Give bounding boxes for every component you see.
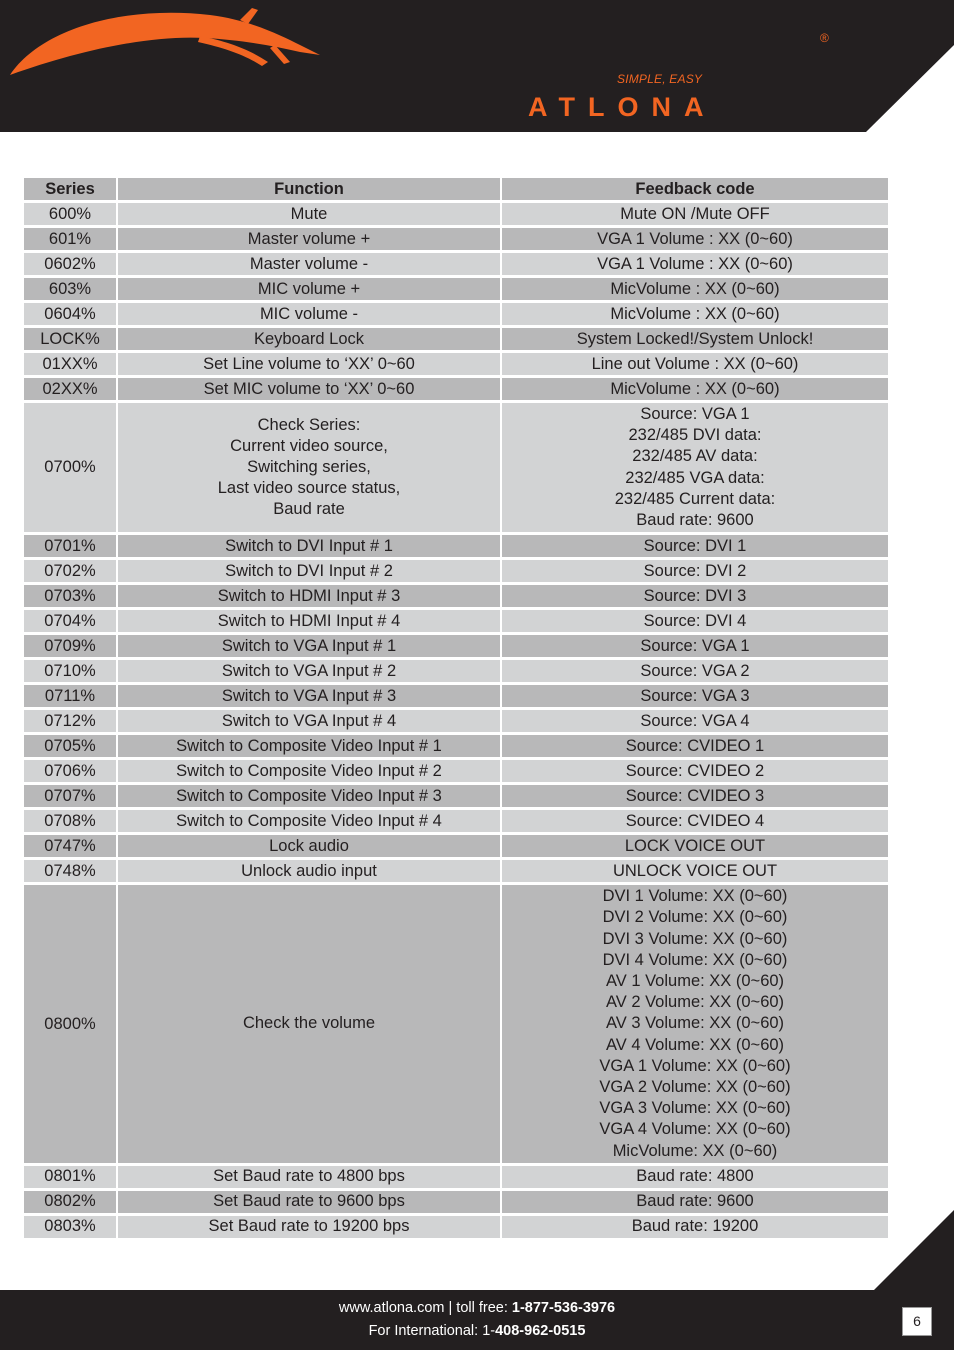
feedback-line: Baud rate: 9600	[636, 511, 754, 530]
feedback-cell	[502, 860, 888, 882]
feedback-cell	[502, 378, 888, 400]
table-row	[24, 885, 888, 1163]
series-cell: 0711%	[24, 685, 116, 707]
function-cell	[118, 860, 500, 882]
function-cell	[118, 660, 500, 682]
feedback-line: Source: VGA 3	[640, 686, 750, 705]
table-body	[24, 203, 888, 1238]
function-cell	[118, 378, 500, 400]
series-cell: 0707%	[24, 785, 116, 807]
series-cell: 0701%	[24, 535, 116, 557]
series-cell: 0748%	[24, 860, 116, 882]
feedback-line: MicVolume : XX (0~60)	[610, 279, 780, 298]
series-cell: 01XX%	[24, 353, 116, 375]
function-cell	[118, 810, 500, 832]
feedback-cell	[502, 710, 888, 732]
footer-site: www.atlona.com	[338, 1300, 445, 1316]
feedback-cell	[502, 403, 888, 532]
feedback-line: 232/485 VGA data:	[625, 468, 765, 487]
footer-intl-label: For International: 1-	[368, 1323, 496, 1339]
table-row	[24, 860, 888, 882]
registered-mark: ®	[820, 31, 829, 45]
feedback-line: Source: DVI 1	[643, 536, 747, 555]
series-cell: 0706%	[24, 760, 116, 782]
feedback-cell	[502, 353, 888, 375]
function-cell	[118, 278, 500, 300]
feedback-line: Line out Volume : XX (0~60)	[591, 354, 799, 373]
feedback-cell	[502, 610, 888, 632]
series-cell: 600%	[24, 203, 116, 225]
table-row	[24, 353, 888, 375]
function-cell	[118, 635, 500, 657]
function-cell	[118, 1166, 500, 1188]
function-line: Switching series,	[247, 458, 371, 476]
feedback-line: DVI 3 Volume: XX (0~60)	[602, 929, 788, 948]
feedback-line: AV 1 Volume: XX (0~60)	[605, 972, 785, 991]
feedback-line: AV 2 Volume: XX (0~60)	[605, 993, 785, 1012]
feedback-line: MicVolume : XX (0~60)	[610, 379, 780, 398]
function-line: Set Baud rate to 19200 bps	[208, 1217, 410, 1236]
feedback-line: Source: DVI 3	[643, 586, 747, 605]
table-row	[24, 535, 888, 557]
table-row	[24, 203, 888, 225]
footer-corner-accent	[790, 1210, 954, 1292]
function-cell	[118, 1191, 500, 1213]
function-cell	[118, 610, 500, 632]
feedback-line: Source: CVIDEO 3	[625, 786, 765, 805]
table-row	[24, 303, 888, 325]
page-header	[0, 0, 954, 132]
feedback-cell	[502, 785, 888, 807]
table-row	[24, 378, 888, 400]
feedback-cell	[502, 203, 888, 225]
function-cell	[118, 710, 500, 732]
footer-tollfree: 1-877-536-3976	[511, 1300, 616, 1316]
feedback-line: System Locked!/System Unlock!	[576, 329, 814, 348]
footer-intl-line	[0, 1323, 954, 1339]
function-line: Switch to HDMI Input # 4	[217, 611, 401, 630]
table-row	[24, 585, 888, 607]
logo-tagline: SIMPLE, EASY	[617, 72, 703, 86]
feedback-line: Mute ON /Mute OFF	[620, 204, 770, 223]
feedback-line: 232/485 DVI data:	[628, 426, 762, 445]
table-row	[24, 253, 888, 275]
feedback-line: VGA 4 Volume: XX (0~60)	[599, 1120, 791, 1139]
feedback-line: Baud rate: 19200	[631, 1217, 759, 1236]
function-cell	[118, 253, 500, 275]
footer-contact-line	[0, 1300, 954, 1316]
series-cell: 0602%	[24, 253, 116, 275]
feedback-line: Source: DVI 4	[643, 611, 747, 630]
table-row	[24, 1216, 888, 1238]
feedback-cell	[502, 560, 888, 582]
feedback-line: VGA 1 Volume: XX (0~60)	[599, 1056, 791, 1075]
function-line: Switch to DVI Input # 2	[225, 561, 393, 580]
table-row	[24, 635, 888, 657]
table-row	[24, 810, 888, 832]
command-table	[22, 175, 890, 1241]
feedback-cell	[502, 835, 888, 857]
feedback-line: DVI 2 Volume: XX (0~60)	[602, 908, 788, 927]
feedback-cell	[502, 535, 888, 557]
series-cell: 0710%	[24, 660, 116, 682]
feedback-line: DVI 4 Volume: XX (0~60)	[602, 950, 788, 969]
function-line: Switch to VGA Input # 3	[221, 686, 397, 705]
feedback-cell	[502, 303, 888, 325]
series-cell: 603%	[24, 278, 116, 300]
function-line: Last video source status,	[217, 479, 401, 498]
function-cell	[118, 685, 500, 707]
footer-intl-number: 408-962-0515	[495, 1323, 586, 1339]
function-line: Switch to Composite Video Input # 2	[176, 761, 442, 780]
feedback-line: Source: CVIDEO 1	[625, 736, 765, 755]
table-row	[24, 328, 888, 350]
feedback-line: LOCK VOICE OUT	[624, 836, 766, 855]
feedback-cell	[502, 585, 888, 607]
feedback-cell	[502, 328, 888, 350]
function-line: Master volume +	[247, 229, 371, 248]
feedback-cell	[502, 685, 888, 707]
feedback-cell	[502, 228, 888, 250]
series-cell: 0705%	[24, 735, 116, 757]
function-cell	[118, 228, 500, 250]
table-row	[24, 278, 888, 300]
column-header-function: Function	[118, 178, 500, 200]
feedback-cell	[502, 1166, 888, 1188]
table-row	[24, 735, 888, 757]
series-cell: 0708%	[24, 810, 116, 832]
footer-band	[0, 1290, 954, 1350]
function-line: MIC volume +	[257, 279, 361, 298]
function-cell	[118, 203, 500, 225]
series-cell: 0801%	[24, 1166, 116, 1188]
table-header-row	[24, 178, 888, 200]
function-line: Set Baud rate to 9600 bps	[213, 1192, 405, 1211]
function-line: Switch to Composite Video Input # 1	[176, 736, 442, 755]
brand-name: ATLONA	[528, 92, 717, 122]
feedback-cell	[502, 810, 888, 832]
function-line: Lock audio	[269, 836, 349, 855]
series-cell: 0604%	[24, 303, 116, 325]
feedback-cell	[502, 253, 888, 275]
function-cell	[118, 785, 500, 807]
feedback-line: AV 4 Volume: XX (0~60)	[605, 1035, 785, 1054]
table-row	[24, 835, 888, 857]
function-cell	[118, 353, 500, 375]
function-line: MIC volume -	[259, 304, 359, 323]
table-row	[24, 685, 888, 707]
feedback-line: Source: VGA 1	[640, 405, 750, 423]
table-row	[24, 710, 888, 732]
column-header-series: Series	[24, 178, 116, 200]
function-cell	[118, 760, 500, 782]
series-cell: 0703%	[24, 585, 116, 607]
series-cell: 601%	[24, 228, 116, 250]
series-cell: 0709%	[24, 635, 116, 657]
feedback-line: Source: VGA 2	[640, 661, 750, 680]
feedback-cell	[502, 760, 888, 782]
feedback-line: DVI 1 Volume: XX (0~60)	[602, 887, 788, 906]
column-header-feedback: Feedback code	[502, 178, 888, 200]
feedback-line: MicVolume: XX (0~60)	[612, 1141, 778, 1160]
table-row	[24, 760, 888, 782]
page-footer	[0, 1290, 954, 1350]
series-cell: LOCK%	[24, 328, 116, 350]
footer-separator: | toll free:	[444, 1300, 512, 1316]
feedback-cell	[502, 660, 888, 682]
feedback-line: Baud rate: 4800	[636, 1167, 754, 1186]
function-line: Set Line volume to ‘XX’ 0~60	[203, 354, 415, 373]
table-row	[24, 785, 888, 807]
series-cell: 0803%	[24, 1216, 116, 1238]
feedback-line: VGA 2 Volume: XX (0~60)	[599, 1078, 791, 1097]
feedback-line: 232/485 Current data:	[614, 489, 776, 508]
table-row	[24, 560, 888, 582]
function-cell	[118, 885, 500, 1163]
function-cell	[118, 835, 500, 857]
feedback-line: MicVolume : XX (0~60)	[610, 304, 780, 323]
feedback-cell	[502, 735, 888, 757]
series-cell: 0712%	[24, 710, 116, 732]
feedback-line: Source: VGA 1	[640, 636, 750, 655]
function-line: Current video source,	[230, 436, 388, 455]
function-line: Switch to Composite Video Input # 3	[176, 786, 442, 805]
feedback-cell	[502, 278, 888, 300]
feedback-line: UNLOCK VOICE OUT	[612, 861, 778, 880]
feedback-line: VGA 1 Volume : XX (0~60)	[597, 229, 793, 248]
feedback-line: Source: CVIDEO 2	[625, 761, 765, 780]
series-cell: 0704%	[24, 610, 116, 632]
function-cell	[118, 328, 500, 350]
table-row	[24, 403, 888, 532]
function-cell	[118, 560, 500, 582]
salamander-logo-icon	[0, 0, 340, 100]
function-cell	[118, 1216, 500, 1238]
feedback-line: Source: VGA 4	[640, 711, 750, 730]
function-line: Check the volume	[242, 1014, 376, 1033]
table-row	[24, 610, 888, 632]
feedback-cell	[502, 635, 888, 657]
series-cell: 0802%	[24, 1191, 116, 1213]
page-number: 6	[902, 1307, 932, 1336]
function-line: Switch to VGA Input # 4	[221, 711, 397, 730]
table-row	[24, 1166, 888, 1188]
feedback-line: Source: DVI 2	[643, 561, 747, 580]
function-line: Master volume -	[249, 254, 369, 273]
function-cell	[118, 403, 500, 532]
feedback-line: AV 3 Volume: XX (0~60)	[605, 1014, 785, 1033]
function-cell	[118, 735, 500, 757]
function-line: Switch to VGA Input # 2	[221, 661, 397, 680]
function-line: Switch to Composite Video Input # 4	[176, 811, 442, 830]
feedback-line: VGA 3 Volume: XX (0~60)	[599, 1099, 791, 1118]
feedback-cell	[502, 885, 888, 1163]
feedback-line: Source: CVIDEO 4	[625, 811, 765, 830]
function-line: Switch to DVI Input # 1	[225, 536, 393, 555]
function-line: Set Baud rate to 4800 bps	[213, 1167, 405, 1186]
function-line: Switch to HDMI Input # 3	[217, 586, 401, 605]
table-row	[24, 660, 888, 682]
series-cell: 0702%	[24, 560, 116, 582]
feedback-line: 232/485 AV data:	[632, 447, 758, 466]
function-line: Set MIC volume to ‘XX’ 0~60	[203, 379, 415, 398]
function-line: Check Series:	[257, 415, 361, 434]
function-line: Unlock audio input	[241, 861, 377, 880]
function-line: Baud rate	[273, 500, 345, 519]
table-row	[24, 1191, 888, 1213]
feedback-line: VGA 1 Volume : XX (0~60)	[597, 254, 793, 273]
function-line: Keyboard Lock	[253, 329, 365, 348]
function-cell	[118, 535, 500, 557]
function-line: Switch to VGA Input # 1	[221, 636, 397, 655]
series-cell: 02XX%	[24, 378, 116, 400]
series-cell: 0747%	[24, 835, 116, 857]
feedback-line: Baud rate: 9600	[636, 1192, 754, 1211]
table-row	[24, 228, 888, 250]
series-cell: 0700%	[24, 403, 116, 532]
function-line: Mute	[290, 204, 328, 223]
series-cell: 0800%	[24, 885, 116, 1163]
function-cell	[118, 585, 500, 607]
function-cell	[118, 303, 500, 325]
